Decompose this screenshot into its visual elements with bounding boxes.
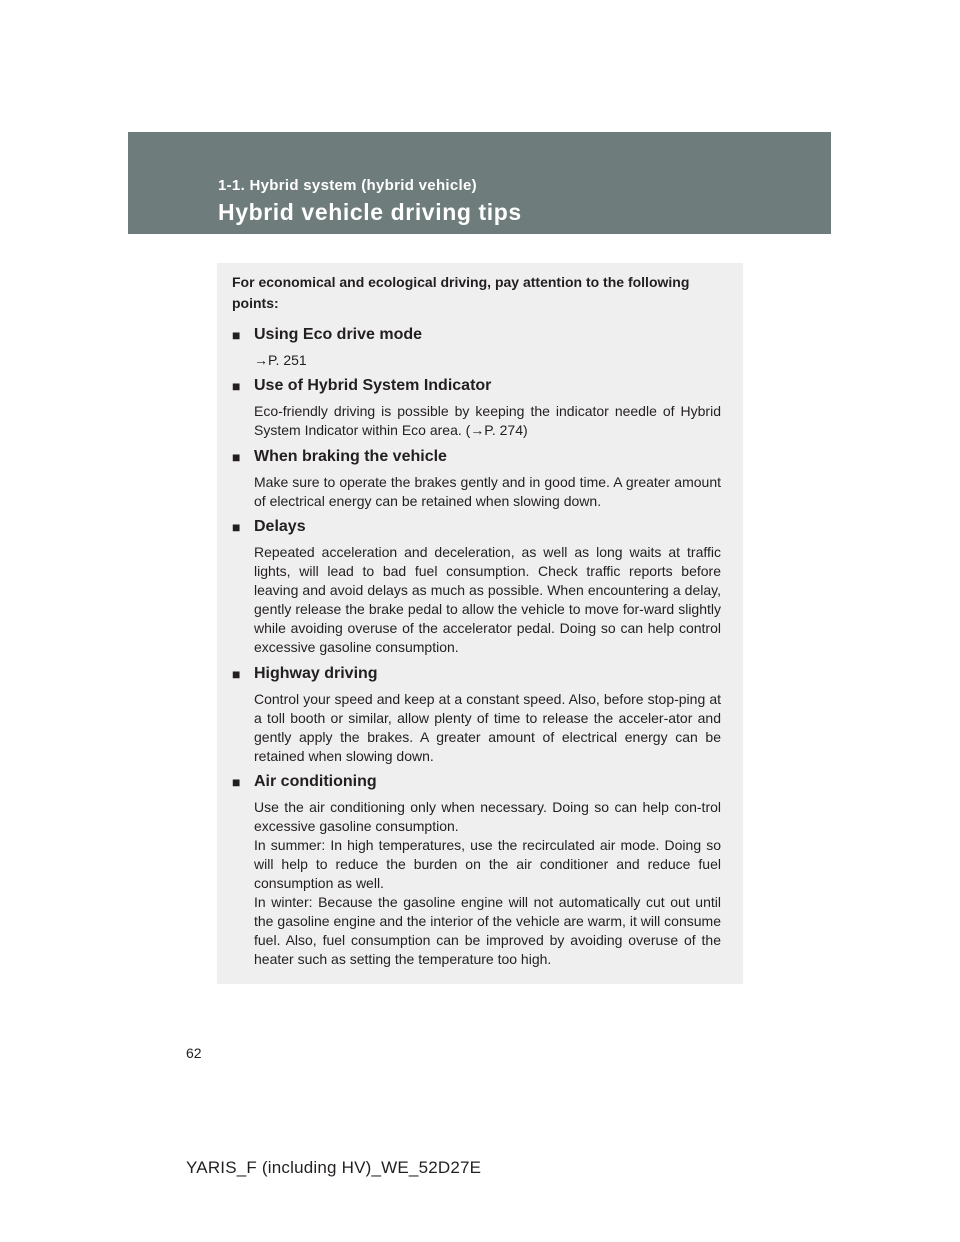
section-label: 1-1. Hybrid system (hybrid vehicle) (218, 177, 477, 194)
topic-paragraph: Make sure to operate the brakes gently and in good time. A greater amount of electrical energy can be retained when slowing down. (254, 474, 721, 509)
square-bullet-icon: ■ (232, 519, 241, 535)
topic-title: When braking the vehicle (254, 448, 447, 465)
topic-title: Delays (254, 518, 306, 535)
square-bullet-icon: ■ (232, 774, 241, 790)
topic-delays (231, 517, 721, 657)
topic-title: Highway driving (254, 665, 378, 682)
topic-air-conditioning (231, 772, 721, 969)
topic-paragraph: In winter: Because the gasoline engine will not automatically cut out until the gasoline engine and the interior of the vehicle are warm, it will consume fuel. Also, fuel consumption can be improved by avoiding overuse of the heater such as setting the temperature too high. (254, 894, 721, 967)
topic-paragraph: Repeated acceleration and deceleration, as well as long waits at traffic lights, will lead to bad fuel consumption. Check traffic reports before leaving and avoid delays as much as possible. When encountering a delay, gently release the brake pedal to allow the vehicle to move for-ward slightly while avoiding overuse of the accelerator pedal. Doing so can help control excessive gasoline consumption. (254, 544, 721, 655)
topic-paragraph: →P. 251 (254, 352, 307, 368)
intro-text: For economical and ecological driving, pay attention to the following points: (232, 274, 690, 311)
document-code-footer: YARIS_F (including HV)_WE_52D27E (186, 1158, 482, 1177)
topic-highway-driving (231, 664, 721, 766)
page-title: Hybrid vehicle driving tips (218, 199, 522, 225)
topic-body (254, 798, 721, 969)
square-bullet-icon: ■ (232, 666, 241, 682)
topic-title: Air conditioning (254, 773, 377, 790)
topic-title: Using Eco drive mode (254, 326, 423, 343)
topic-body (254, 351, 721, 370)
topic-body (254, 690, 721, 766)
topic-title: Use of Hybrid System Indicator (254, 377, 492, 394)
content-panel (217, 263, 743, 984)
topic-hybrid-system-indicator (231, 376, 721, 440)
topic-paragraph: Control your speed and keep at a constant speed. Also, before stop-ping at a toll booth or similar, allow plenty of time to release the acceler-ator and gently apply the brakes. A greater amount of electrical energy can be retained when slowing down. (254, 691, 721, 764)
topic-braking (231, 447, 721, 511)
square-bullet-icon: ■ (232, 327, 241, 343)
topic-paragraph: In summer: In high temperatures, use the recirculated air mode. Doing so will help to reduce the burden on the air conditioner and reduce fuel consumption as well. (254, 837, 721, 891)
topic-paragraph: Eco-friendly driving is possible by keeping the indicator needle of Hybrid System Indicator within Eco area. (→P. 274) (254, 403, 721, 438)
topic-paragraph: Use the air conditioning only when necessary. Doing so can help con-trol excessive gasoline consumption. (254, 799, 721, 834)
chapter-header (128, 132, 831, 234)
topic-eco-drive-mode (231, 325, 721, 370)
topic-body (254, 543, 721, 657)
square-bullet-icon: ■ (232, 378, 241, 394)
page-number: 62 (186, 1045, 202, 1061)
square-bullet-icon: ■ (232, 449, 241, 465)
topic-body (254, 473, 721, 511)
topic-body (254, 402, 721, 440)
